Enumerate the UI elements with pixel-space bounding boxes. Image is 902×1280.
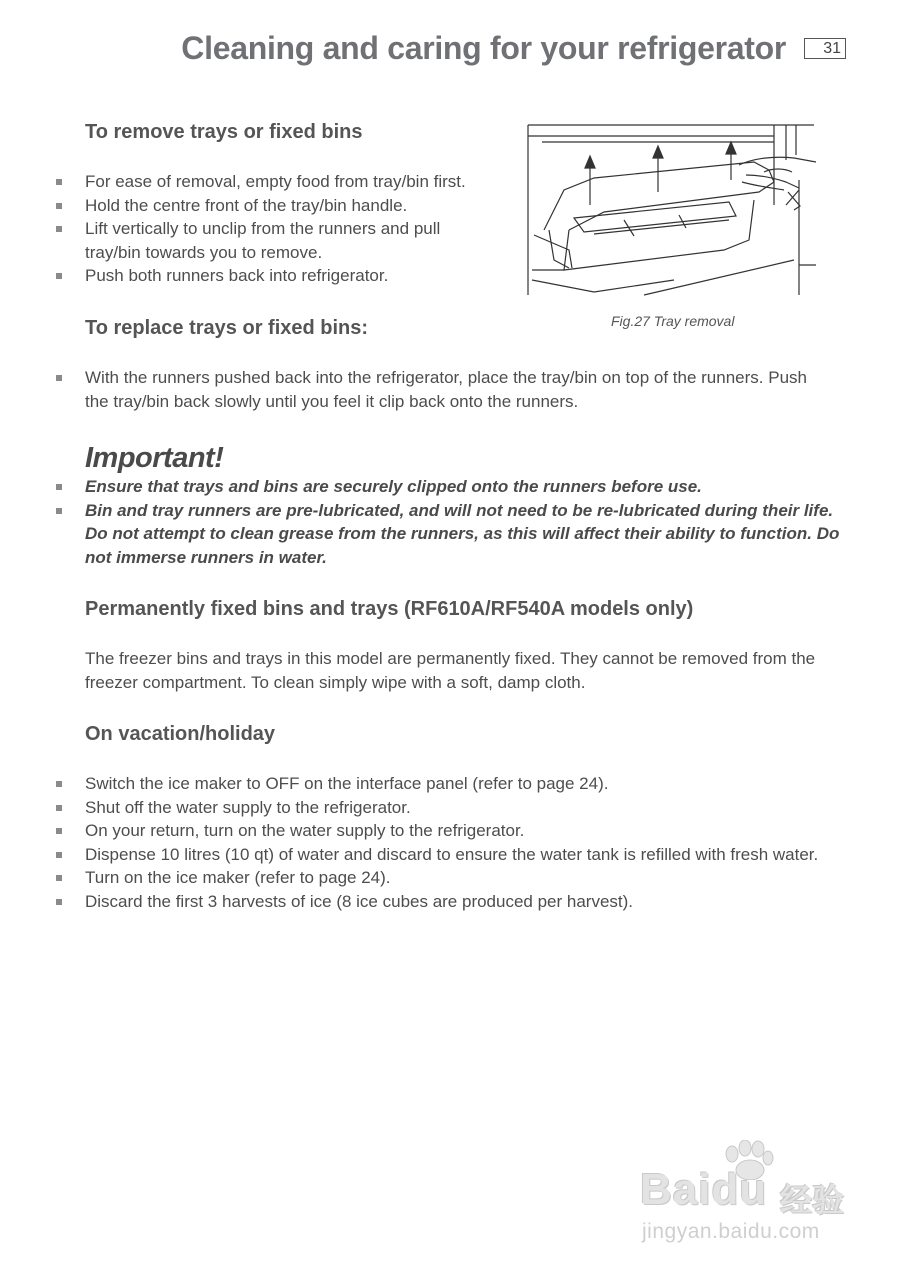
fixed-bins-text: The freezer bins and trays in this model are permanently fixed. They cannot be removed from the freezer compartment. To clean simply wipe with a soft, damp cloth. bbox=[85, 649, 816, 692]
watermark-url: jingyan.baidu.com bbox=[642, 1220, 820, 1243]
watermark-brand: Baidu bbox=[640, 1165, 768, 1214]
figure-caption: Fig.27 Tray removal bbox=[611, 313, 735, 329]
vacation-list bbox=[54, 772, 854, 914]
tray-removal-illustration bbox=[524, 120, 824, 300]
list-item: Bin and tray runners are pre-lubricated, and will not need to be re-lubricated during their life. Do not attempt to clean grease from the runners, as this will affect their ability to function. Do not immerse runners in water. bbox=[54, 499, 840, 570]
watermark-brand-cn: 经验 bbox=[780, 1182, 845, 1218]
list-item: Push both runners back into refrigerator. bbox=[54, 264, 494, 288]
list-item: For ease of removal, empty food from tray/bin first. bbox=[54, 170, 494, 194]
list-item: Hold the centre front of the tray/bin handle. bbox=[54, 194, 494, 218]
important-title: Important! bbox=[85, 442, 224, 474]
remove-list bbox=[54, 170, 494, 288]
replace-heading: To replace trays or fixed bins: bbox=[85, 317, 369, 339]
vacation-heading: On vacation/holiday bbox=[85, 723, 276, 745]
page-number: 31 bbox=[804, 38, 846, 59]
replace-list bbox=[54, 366, 834, 413]
page-title: Cleaning and caring for your refrigerator bbox=[181, 30, 786, 66]
list-item: Discard the first 3 harvests of ice (8 ice cubes are produced per harvest). bbox=[54, 890, 854, 914]
list-item: Lift vertically to unclip from the runners and pull tray/bin towards you to remove. bbox=[54, 217, 470, 264]
list-item: Dispense 10 litres (10 qt) of water and discard to ensure the water tank is refilled with fresh water. bbox=[54, 843, 854, 867]
important-list bbox=[54, 475, 844, 569]
list-item: Shut off the water supply to the refrigerator. bbox=[54, 796, 854, 820]
remove-heading: To remove trays or fixed bins bbox=[85, 121, 363, 143]
list-item: Switch the ice maker to OFF on the interface panel (refer to page 24). bbox=[54, 772, 854, 796]
list-item: On your return, turn on the water supply to the refrigerator. bbox=[54, 819, 854, 843]
list-item: Ensure that trays and bins are securely clipped onto the runners before use. bbox=[54, 475, 844, 499]
baidu-watermark bbox=[640, 1140, 855, 1250]
list-item: Turn on the ice maker (refer to page 24). bbox=[54, 866, 854, 890]
list-item: With the runners pushed back into the refrigerator, place the tray/bin on top of the runners. Push the tray/bin back slowly until you feel it clip back onto the runners. bbox=[54, 366, 810, 413]
fixed-bins-heading: Permanently fixed bins and trays (RF610A/RF540A models only) bbox=[85, 598, 694, 620]
